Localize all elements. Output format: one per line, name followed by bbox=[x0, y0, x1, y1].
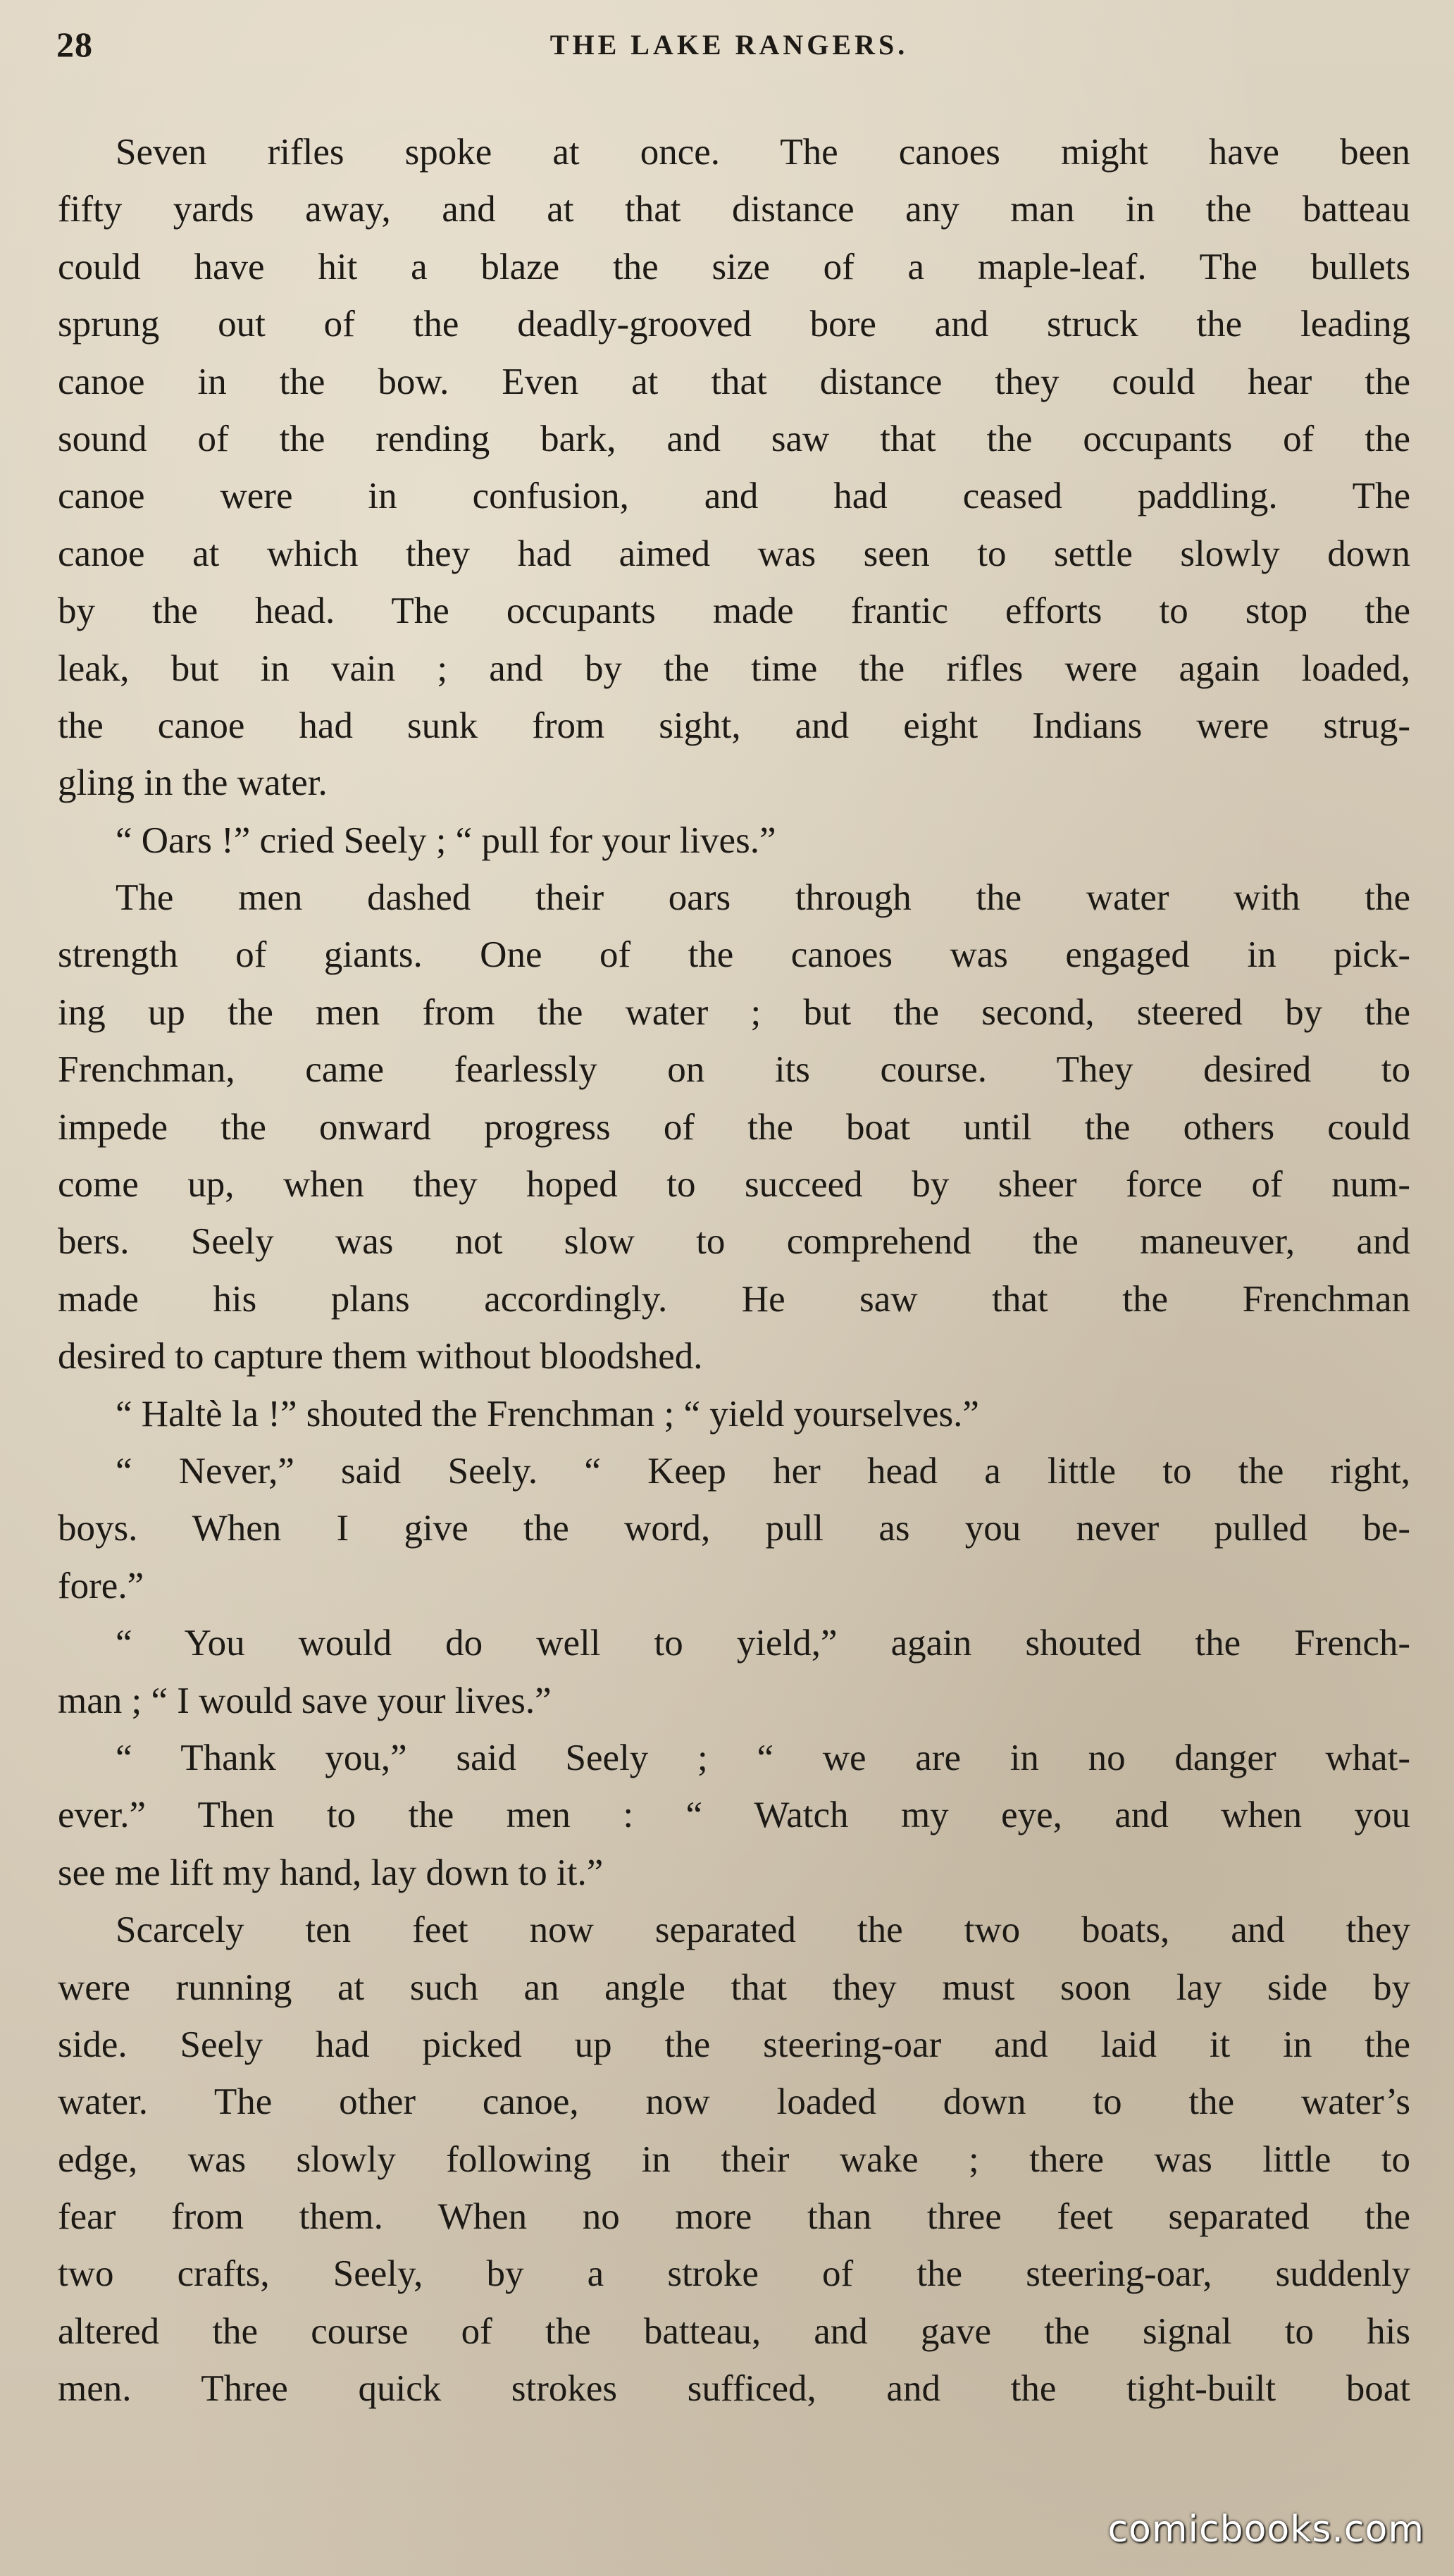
text-line: boys. When I give the word, pull as you never pulled be- bbox=[58, 1508, 1410, 1549]
page-number: 28 bbox=[56, 25, 93, 64]
text-line: strength of giants. One of the canoes was engaged in pick- bbox=[58, 934, 1410, 976]
text-line: sprung out of the deadly-grooved bore and struck the leading bbox=[58, 304, 1410, 345]
text-line: side. Seely had picked up the steering-oar and laid it in the bbox=[58, 2024, 1410, 2065]
text-line: ever.” Then to the men : “ Watch my eye, and when you bbox=[58, 1795, 1410, 1836]
text-line: canoe at which they had aimed was seen to settle slowly down bbox=[58, 533, 1410, 574]
text-line: sound of the rending bark, and saw that the occupants of the bbox=[58, 418, 1410, 459]
text-line: water. The other canoe, now loaded down to the water’s bbox=[58, 2081, 1410, 2123]
text-line: “ You would do well to yield,” again shouted the French- bbox=[116, 1623, 1410, 1664]
text-line: fear from them. When no more than three feet separated the bbox=[58, 2196, 1410, 2238]
text-line: leak, but in vain ; and by the time the rifles were again loaded, bbox=[58, 648, 1410, 689]
text-line: desired to capture them without bloodshed. bbox=[58, 1336, 703, 1377]
text-line: two crafts, Seely, by a stroke of the steering-oar, suddenly bbox=[58, 2253, 1410, 2295]
page-header bbox=[49, 24, 1409, 66]
text-line: “ Never,” said Seely. “ Keep her head a little to the right, bbox=[116, 1450, 1410, 1492]
text-line: man ; “ I would save your lives.” bbox=[58, 1680, 552, 1721]
text-line: The men dashed their oars through the water with the bbox=[116, 877, 1410, 919]
text-line: impede the onward progress of the boat until the others could bbox=[58, 1106, 1410, 1148]
text-line: Seven rifles spoke at once. The canoes might have been bbox=[116, 132, 1410, 173]
text-line: edge, was slowly following in their wake ; there was little to bbox=[58, 2138, 1410, 2180]
text-line: ing up the men from the water ; but the second, steered by the bbox=[58, 991, 1410, 1033]
text-line: men. Three quick strokes sufficed, and the tight-built boat bbox=[58, 2368, 1410, 2410]
text-line: “ Oars !” cried Seely ; “ pull for your lives.” bbox=[116, 819, 776, 861]
text-line: the canoe had sunk from sight, and eight Indians were strug- bbox=[58, 705, 1410, 746]
text-line: fifty yards away, and at that distance any man in the batteau bbox=[58, 189, 1410, 230]
text-line: could have hit a blaze the size of a maple-leaf. The bullets bbox=[58, 246, 1410, 287]
running-head: THE LAKE RANGERS. bbox=[549, 29, 909, 61]
text-line: canoe were in confusion, and had ceased paddling. The bbox=[58, 476, 1410, 517]
text-line: altered the course of the batteau, and gave the signal to his bbox=[58, 2310, 1410, 2352]
text-line: were running at such an angle that they must soon lay side by bbox=[58, 1967, 1410, 2008]
text-line: bers. Seely was not slow to comprehend the maneuver, and bbox=[58, 1221, 1410, 1263]
text-line: gling in the water. bbox=[58, 762, 328, 804]
text-line: “ Thank you,” said Seely ; “ we are in no danger what- bbox=[116, 1737, 1410, 1778]
text-line: fore.” bbox=[58, 1565, 144, 1606]
text-line: made his plans accordingly. He saw that the Frenchman bbox=[58, 1278, 1410, 1320]
text-line: Frenchman, came fearlessly on its course. They desired to bbox=[58, 1049, 1410, 1091]
text-line: “ Haltè la !” shouted the Frenchman ; “ yield yourselves.” bbox=[116, 1393, 979, 1435]
body-text bbox=[58, 124, 1410, 2418]
text-line: canoe in the bow. Even at that distance they could hear the bbox=[58, 361, 1410, 402]
text-line: by the head. The occupants made frantic efforts to stop the bbox=[58, 590, 1410, 632]
text-line: see me lift my hand, lay down to it.” bbox=[58, 1852, 604, 1893]
text-line: Scarcely ten feet now separated the two boats, and they bbox=[116, 1909, 1410, 1951]
text-line: come up, when they hoped to succeed by sheer force of num- bbox=[58, 1164, 1410, 1206]
watermark: comicbooks.com bbox=[1107, 2508, 1424, 2551]
